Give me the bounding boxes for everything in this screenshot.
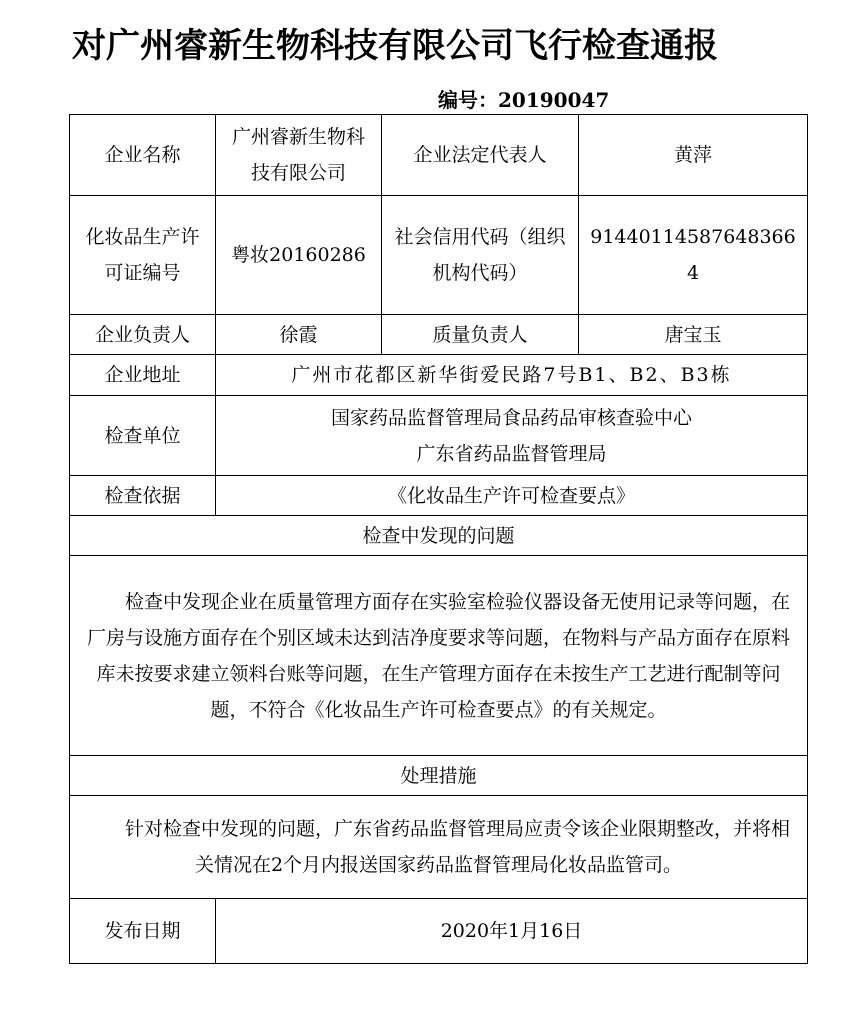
address-value: 广州市花都区新华街爱民路7号B1、B2、B3栋 — [216, 355, 808, 396]
license-value: 粤妆20160286 — [216, 196, 382, 315]
date-label: 发布日期 — [70, 899, 216, 964]
credit-code-value: 91440114587648366 4 — [579, 196, 808, 315]
table-row — [70, 396, 808, 476]
basis-label: 检查依据 — [70, 476, 216, 516]
table-row — [70, 196, 808, 315]
table-row — [70, 796, 808, 899]
issues-text: 检查中发现企业在质量管理方面存在实验室检验仪器设备无使用记录等问题，在厂房与设施方面存在个别区域未达到洁净度要求等问题，在物料与产品方面存在原料库未按要求建立领料台账等问题，在生产管理方面存在未按生产工艺进行配制等问题，不符合《化妆品生产许可检查要点》的有关规定。 — [70, 556, 808, 756]
company-name-value: 广州睿新生物科技有限公司 — [216, 115, 382, 196]
credit-code-label: 社会信用代码（组织机构代码） — [382, 196, 579, 315]
legal-rep-label: 企业法定代表人 — [382, 115, 579, 196]
inspector-value — [216, 396, 808, 476]
table-row — [70, 315, 808, 355]
table-row — [70, 756, 808, 796]
measures-header: 处理措施 — [70, 756, 808, 796]
license-label: 化妆品生产许可证编号 — [70, 196, 216, 315]
inspection-table — [69, 114, 808, 964]
address-label: 企业地址 — [70, 355, 216, 396]
quality-label: 质量负责人 — [382, 315, 579, 355]
document-number: 编号：20190047 — [438, 88, 610, 112]
legal-rep-value: 黄萍 — [579, 115, 808, 196]
table-row — [70, 476, 808, 516]
inspector-label: 检查单位 — [70, 396, 216, 476]
page-title: 对广州睿新生物科技有限公司飞行检查通报 — [72, 26, 718, 66]
measures-text: 针对检查中发现的问题，广东省药品监督管理局应责令该企业限期整改，并将相关情况在2个月内报送国家药品监督管理局化妆品监管司。 — [70, 796, 808, 899]
quality-value: 唐宝玉 — [579, 315, 808, 355]
inspector-line-2: 广东省药品监督管理局 — [416, 442, 607, 465]
responsible-value: 徐霞 — [216, 315, 382, 355]
table-row — [70, 516, 808, 556]
table-row — [70, 556, 808, 756]
inspector-line-1: 国家药品监督管理局食品药品审核查验中心 — [330, 406, 692, 429]
basis-value: 《化妆品生产许可检查要点》 — [216, 476, 808, 516]
responsible-label: 企业负责人 — [70, 315, 216, 355]
date-value: 2020年1月16日 — [216, 899, 808, 964]
issues-header: 检查中发现的问题 — [70, 516, 808, 556]
table-row — [70, 355, 808, 396]
table-row — [70, 899, 808, 964]
table-row — [70, 115, 808, 196]
company-name-label: 企业名称 — [70, 115, 216, 196]
